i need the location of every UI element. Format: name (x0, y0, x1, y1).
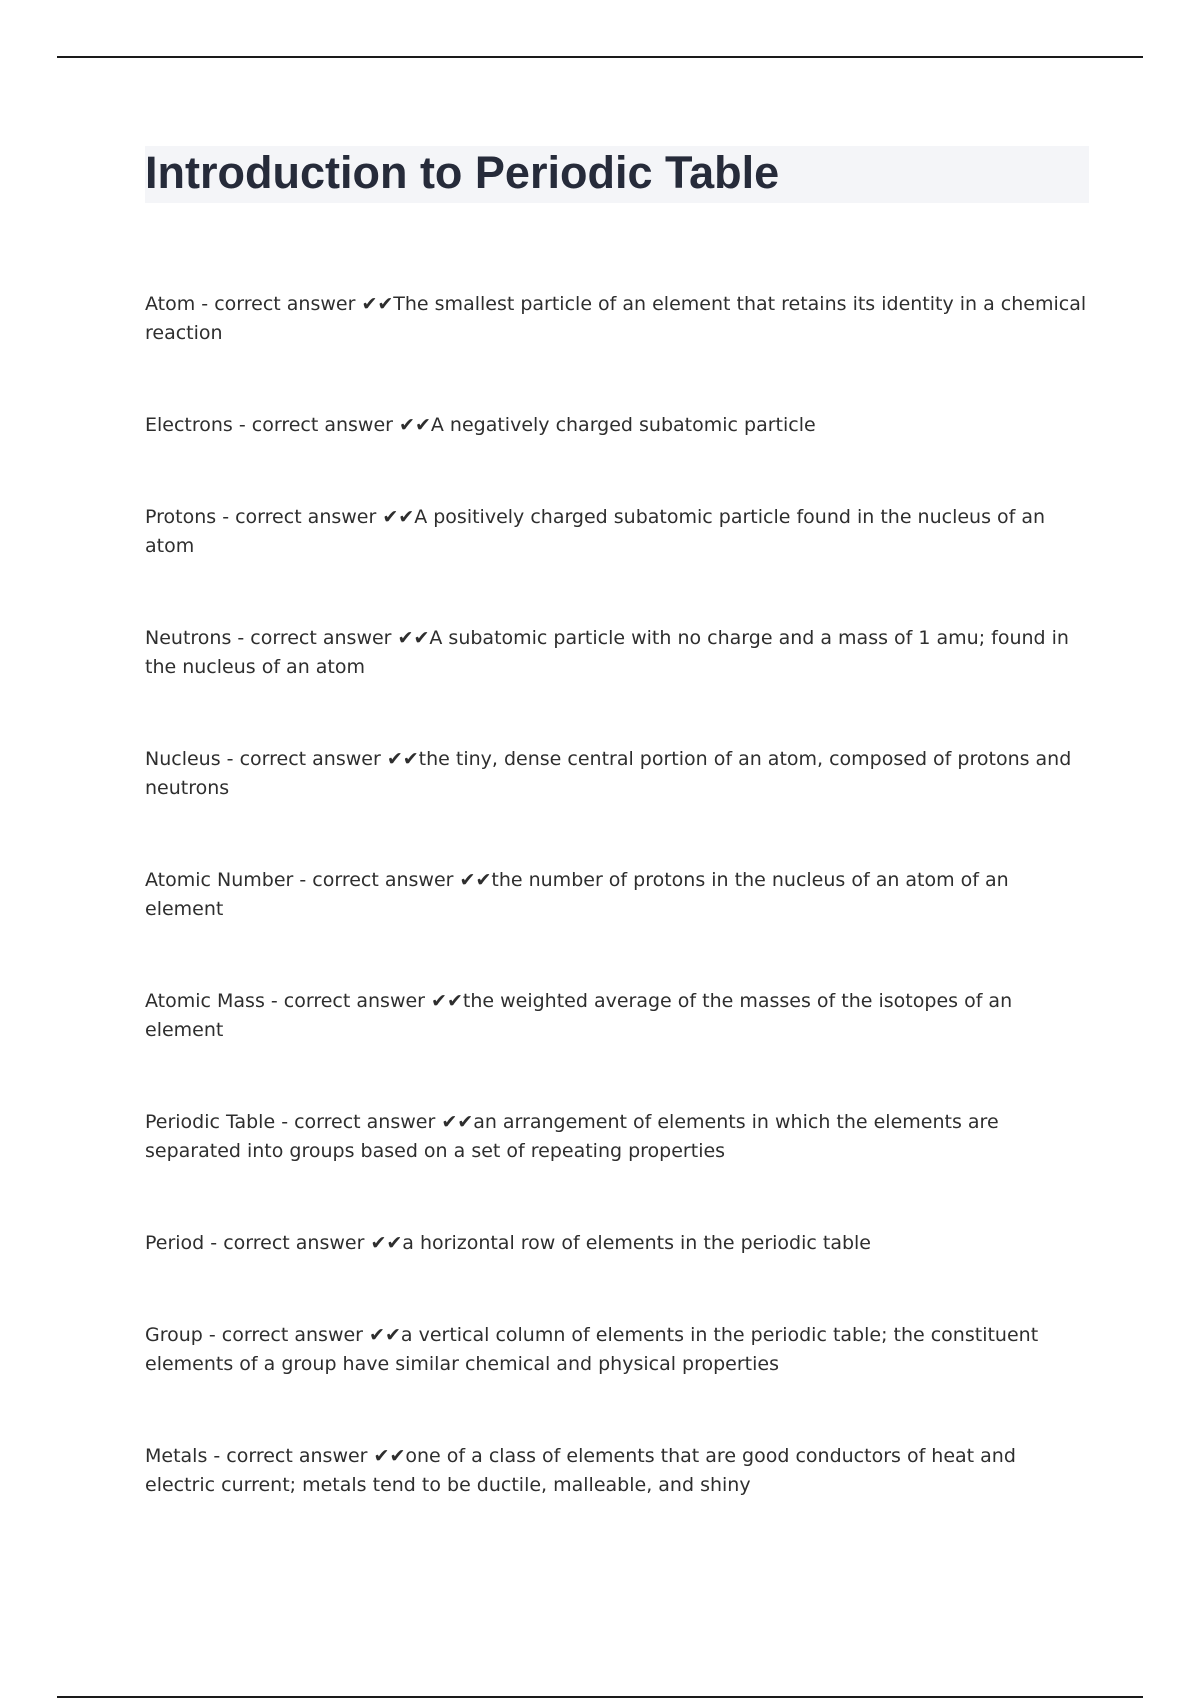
separator: - (204, 1232, 224, 1254)
entry-term: Electrons (145, 414, 233, 436)
top-divider (57, 56, 1143, 58)
answer-label: correct answer (223, 1232, 365, 1254)
list-item (145, 624, 1089, 682)
checkmark-icon: ✔✔ (386, 748, 419, 770)
flashcard-list (145, 290, 1089, 1563)
checkmark-icon: ✔✔ (373, 1445, 406, 1467)
entry-term: Periodic Table (145, 1111, 276, 1133)
checkmark-icon: ✔✔ (399, 414, 431, 436)
entry-term: Group (145, 1324, 203, 1346)
separator: - (232, 414, 252, 436)
answer-label: correct answer (221, 1324, 363, 1346)
entry-definition: a vertical column of elements in the periodic table; the constituent elements of a group have similar chemical and physical properties (145, 1324, 1039, 1375)
checkmark-icon: ✔✔ (459, 869, 492, 891)
entry-term: Period (145, 1232, 205, 1254)
answer-label: correct answer (312, 869, 454, 891)
answer-label: correct answer (250, 627, 392, 649)
separator: - (231, 627, 251, 649)
list-item (145, 411, 1089, 440)
entry-term: Neutrons (145, 627, 232, 649)
checkmark-icon: ✔✔ (431, 990, 463, 1012)
answer-label: correct answer (283, 990, 425, 1012)
list-item (145, 1108, 1089, 1166)
list-item (145, 866, 1089, 924)
entry-definition: a horizontal row of elements in the periodic table (402, 1232, 872, 1254)
answer-label: correct answer (239, 748, 381, 770)
entry-definition: an arrangement of elements in which the elements are separated into groups based on a set of repeating properties (145, 1111, 999, 1162)
entry-definition: A positively charged subatomic particle found in the nucleus of an atom (145, 506, 1046, 557)
answer-label: correct answer (214, 293, 356, 315)
answer-label: correct answer (226, 1445, 368, 1467)
list-item (145, 1321, 1089, 1379)
entry-definition: one of a class of elements that are good conductors of heat and electric current; metals tend to be ductile, malleable, and shiny (145, 1445, 1016, 1496)
entry-term: Atomic Number (145, 869, 294, 891)
entry-definition: the tiny, dense central portion of an atom, composed of protons and neutrons (145, 748, 1072, 799)
list-item (145, 290, 1089, 348)
entry-term: Nucleus (145, 748, 221, 770)
entry-term: Metals (145, 1445, 208, 1467)
answer-label: correct answer (294, 1111, 436, 1133)
answer-label: correct answer (235, 506, 377, 528)
separator: - (216, 506, 236, 528)
checkmark-icon: ✔✔ (369, 1324, 401, 1346)
entry-term: Atomic Mass (145, 990, 265, 1012)
list-item (145, 503, 1089, 561)
separator: - (275, 1111, 295, 1133)
list-item (145, 745, 1089, 803)
separator: - (207, 1445, 227, 1467)
page-title: Introduction to Periodic Table (145, 147, 780, 198)
list-item (145, 1442, 1089, 1500)
checkmark-icon: ✔✔ (441, 1111, 474, 1133)
bottom-divider (57, 1696, 1143, 1698)
separator: - (195, 293, 215, 315)
checkmark-icon: ✔✔ (361, 293, 394, 315)
answer-label: correct answer (251, 414, 393, 436)
separator: - (220, 748, 240, 770)
list-item (145, 987, 1089, 1045)
entry-definition: the number of protons in the nucleus of an atom of an element (145, 869, 1009, 920)
separator: - (264, 990, 284, 1012)
entry-definition: The smallest particle of an element that retains its identity in a chemical reaction (145, 293, 1087, 344)
entry-term: Protons (145, 506, 217, 528)
entry-term: Atom (145, 293, 196, 315)
separator: - (202, 1324, 222, 1346)
entry-definition: A subatomic particle with no charge and a mass of 1 amu; found in the nucleus of an atom (145, 627, 1069, 678)
list-item (145, 1229, 1089, 1258)
entry-definition: the weighted average of the masses of the isotopes of an element (145, 990, 1013, 1041)
checkmark-icon: ✔✔ (397, 627, 430, 649)
separator: - (293, 869, 313, 891)
checkmark-icon: ✔✔ (382, 506, 415, 528)
checkmark-icon: ✔✔ (370, 1232, 403, 1254)
entry-definition: A negatively charged subatomic particle (430, 414, 816, 436)
